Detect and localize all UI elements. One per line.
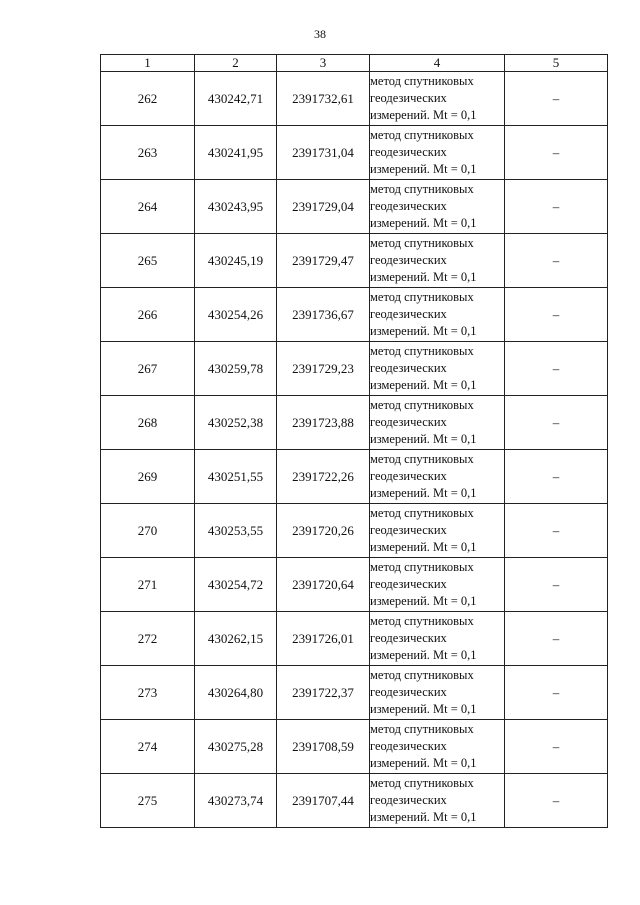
table-row xyxy=(101,126,608,180)
method-line: измерений. Mt = 0,1 xyxy=(370,486,477,500)
method-line: геодезических xyxy=(370,631,447,645)
x-coordinate-cell: 430251,55 xyxy=(195,450,277,504)
y-coordinate-cell: 2391729,47 xyxy=(277,234,370,288)
point-number-cell: 270 xyxy=(101,504,195,558)
y-coordinate-cell: 2391732,61 xyxy=(277,72,370,126)
note-cell: – xyxy=(505,504,608,558)
table-row xyxy=(101,342,608,396)
table-body xyxy=(101,72,608,828)
method-line: геодезических xyxy=(370,739,447,753)
method-line: метод спутниковых xyxy=(370,722,474,736)
y-coordinate-cell: 2391723,88 xyxy=(277,396,370,450)
note-cell: – xyxy=(505,450,608,504)
method-line: метод спутниковых xyxy=(370,614,474,628)
method-line: измерений. Mt = 0,1 xyxy=(370,594,477,608)
coordinates-table xyxy=(100,54,608,828)
y-coordinate-cell: 2391707,44 xyxy=(277,774,370,828)
method-line: метод спутниковых xyxy=(370,776,474,790)
method-line: измерений. Mt = 0,1 xyxy=(370,648,477,662)
method-cell xyxy=(370,126,505,180)
method-line: измерений. Mt = 0,1 xyxy=(370,324,477,338)
method-line: геодезических xyxy=(370,199,447,213)
method-line: геодезических xyxy=(370,361,447,375)
point-number-cell: 268 xyxy=(101,396,195,450)
x-coordinate-cell: 430273,74 xyxy=(195,774,277,828)
point-number-cell: 275 xyxy=(101,774,195,828)
method-line: метод спутниковых xyxy=(370,74,474,88)
method-line: геодезических xyxy=(370,577,447,591)
note-cell: – xyxy=(505,180,608,234)
point-number-cell: 265 xyxy=(101,234,195,288)
method-line: метод спутниковых xyxy=(370,290,474,304)
x-coordinate-cell: 430243,95 xyxy=(195,180,277,234)
method-line: измерений. Mt = 0,1 xyxy=(370,810,477,824)
point-number-cell: 269 xyxy=(101,450,195,504)
method-line: геодезических xyxy=(370,523,447,537)
method-line: геодезических xyxy=(370,91,447,105)
column-header: 4 xyxy=(370,55,505,72)
point-number-cell: 262 xyxy=(101,72,195,126)
method-line: геодезических xyxy=(370,253,447,267)
table-row xyxy=(101,666,608,720)
note-cell: – xyxy=(505,558,608,612)
method-line: метод спутниковых xyxy=(370,236,474,250)
note-cell: – xyxy=(505,612,608,666)
point-number-cell: 266 xyxy=(101,288,195,342)
method-line: метод спутниковых xyxy=(370,452,474,466)
point-number-cell: 271 xyxy=(101,558,195,612)
table-row xyxy=(101,234,608,288)
point-number-cell: 273 xyxy=(101,666,195,720)
x-coordinate-cell: 430254,26 xyxy=(195,288,277,342)
method-cell xyxy=(370,288,505,342)
method-cell xyxy=(370,180,505,234)
method-cell xyxy=(370,720,505,774)
method-line: метод спутниковых xyxy=(370,128,474,142)
table-row xyxy=(101,504,608,558)
column-header: 1 xyxy=(101,55,195,72)
method-cell xyxy=(370,612,505,666)
table-row xyxy=(101,396,608,450)
x-coordinate-cell: 430259,78 xyxy=(195,342,277,396)
x-coordinate-cell: 430245,19 xyxy=(195,234,277,288)
method-line: измерений. Mt = 0,1 xyxy=(370,216,477,230)
table-row xyxy=(101,774,608,828)
y-coordinate-cell: 2391722,37 xyxy=(277,666,370,720)
note-cell: – xyxy=(505,234,608,288)
note-cell: – xyxy=(505,342,608,396)
column-header: 2 xyxy=(195,55,277,72)
y-coordinate-cell: 2391729,04 xyxy=(277,180,370,234)
note-cell: – xyxy=(505,126,608,180)
table-row xyxy=(101,558,608,612)
method-line: измерений. Mt = 0,1 xyxy=(370,432,477,446)
y-coordinate-cell: 2391736,67 xyxy=(277,288,370,342)
y-coordinate-cell: 2391720,64 xyxy=(277,558,370,612)
method-cell xyxy=(370,234,505,288)
point-number-cell: 267 xyxy=(101,342,195,396)
method-line: измерений. Mt = 0,1 xyxy=(370,108,477,122)
method-cell xyxy=(370,774,505,828)
table-row xyxy=(101,72,608,126)
table-row xyxy=(101,450,608,504)
method-line: метод спутниковых xyxy=(370,506,474,520)
method-cell xyxy=(370,666,505,720)
method-line: измерений. Mt = 0,1 xyxy=(370,540,477,554)
x-coordinate-cell: 430275,28 xyxy=(195,720,277,774)
page-number: 38 xyxy=(314,27,326,41)
y-coordinate-cell: 2391708,59 xyxy=(277,720,370,774)
note-cell: – xyxy=(505,774,608,828)
method-cell xyxy=(370,396,505,450)
y-coordinate-cell: 2391731,04 xyxy=(277,126,370,180)
y-coordinate-cell: 2391729,23 xyxy=(277,342,370,396)
table-row xyxy=(101,288,608,342)
y-coordinate-cell: 2391722,26 xyxy=(277,450,370,504)
y-coordinate-cell: 2391726,01 xyxy=(277,612,370,666)
method-cell xyxy=(370,450,505,504)
method-line: геодезических xyxy=(370,307,447,321)
method-line: геодезических xyxy=(370,145,447,159)
method-line: геодезических xyxy=(370,415,447,429)
method-line: метод спутниковых xyxy=(370,398,474,412)
x-coordinate-cell: 430264,80 xyxy=(195,666,277,720)
note-cell: – xyxy=(505,720,608,774)
table-row xyxy=(101,612,608,666)
method-line: измерений. Mt = 0,1 xyxy=(370,162,477,176)
x-coordinate-cell: 430242,71 xyxy=(195,72,277,126)
y-coordinate-cell: 2391720,26 xyxy=(277,504,370,558)
method-cell xyxy=(370,504,505,558)
method-line: измерений. Mt = 0,1 xyxy=(370,378,477,392)
note-cell: – xyxy=(505,396,608,450)
method-cell xyxy=(370,72,505,126)
x-coordinate-cell: 430241,95 xyxy=(195,126,277,180)
x-coordinate-cell: 430253,55 xyxy=(195,504,277,558)
point-number-cell: 274 xyxy=(101,720,195,774)
table-row xyxy=(101,180,608,234)
method-cell xyxy=(370,558,505,612)
method-line: метод спутниковых xyxy=(370,344,474,358)
point-number-cell: 263 xyxy=(101,126,195,180)
note-cell: – xyxy=(505,288,608,342)
method-line: измерений. Mt = 0,1 xyxy=(370,702,477,716)
method-line: геодезических xyxy=(370,793,447,807)
column-header: 3 xyxy=(277,55,370,72)
x-coordinate-cell: 430252,38 xyxy=(195,396,277,450)
table-header-row xyxy=(101,55,608,72)
method-line: измерений. Mt = 0,1 xyxy=(370,270,477,284)
x-coordinate-cell: 430254,72 xyxy=(195,558,277,612)
table-row xyxy=(101,720,608,774)
note-cell: – xyxy=(505,72,608,126)
point-number-cell: 272 xyxy=(101,612,195,666)
method-line: метод спутниковых xyxy=(370,182,474,196)
note-cell: – xyxy=(505,666,608,720)
method-line: метод спутниковых xyxy=(370,668,474,682)
method-line: геодезических xyxy=(370,469,447,483)
point-number-cell: 264 xyxy=(101,180,195,234)
method-cell xyxy=(370,342,505,396)
x-coordinate-cell: 430262,15 xyxy=(195,612,277,666)
method-line: метод спутниковых xyxy=(370,560,474,574)
column-header: 5 xyxy=(505,55,608,72)
method-line: измерений. Mt = 0,1 xyxy=(370,756,477,770)
method-line: геодезических xyxy=(370,685,447,699)
